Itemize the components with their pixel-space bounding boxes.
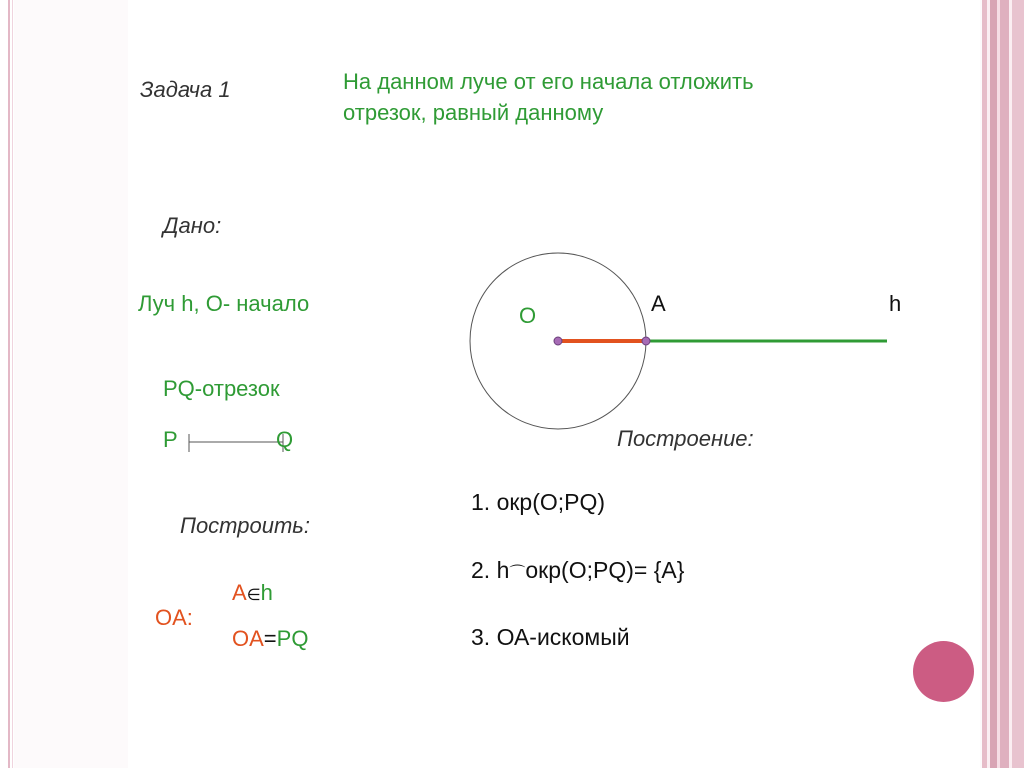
point-q-label: Q bbox=[276, 427, 294, 452]
given-ray: Луч h, O- начало bbox=[138, 291, 310, 316]
point-o-label: O bbox=[519, 303, 537, 328]
step2-part-b: окр(О;PQ)= bbox=[525, 557, 654, 583]
element-of-symbol: ∈ bbox=[246, 587, 261, 604]
task-line-2: отрезок, равный данному bbox=[343, 100, 604, 125]
construction-step-2 bbox=[471, 557, 684, 585]
point-p-label: P bbox=[163, 427, 178, 452]
cond1-a: A bbox=[232, 580, 247, 605]
step2-part-a: 2. h bbox=[471, 557, 510, 583]
construction-step-3: 3. ОА-искомый bbox=[471, 624, 630, 650]
point-a-label: A bbox=[651, 291, 666, 316]
cond2-eq: = bbox=[263, 626, 277, 651]
task-title: Задача 1 bbox=[140, 77, 231, 102]
point-a bbox=[642, 337, 650, 345]
task-line-1: На данном луче от его начала отложить bbox=[343, 69, 754, 94]
condition-oa-eq-pq bbox=[232, 626, 308, 652]
construct-heading: Построить: bbox=[180, 513, 310, 538]
cond2-pq: PQ bbox=[276, 626, 309, 651]
intersection-symbol: ⌒ bbox=[509, 565, 526, 582]
point-o bbox=[554, 337, 562, 345]
given-heading: Дано: bbox=[163, 213, 222, 238]
oa-label: OA: bbox=[155, 605, 193, 630]
step2-set: {A} bbox=[653, 557, 685, 583]
construction-step-1: 1. окр(О;PQ) bbox=[471, 489, 606, 515]
construction-heading: Построение: bbox=[617, 426, 754, 451]
task-statement bbox=[343, 66, 754, 128]
given-segment: PQ-отрезок bbox=[163, 376, 280, 401]
ray-h-label: h bbox=[889, 291, 902, 316]
cond1-h: h bbox=[260, 580, 273, 605]
cond2-oa: OA bbox=[232, 626, 264, 651]
condition-a-in-h bbox=[232, 580, 273, 606]
